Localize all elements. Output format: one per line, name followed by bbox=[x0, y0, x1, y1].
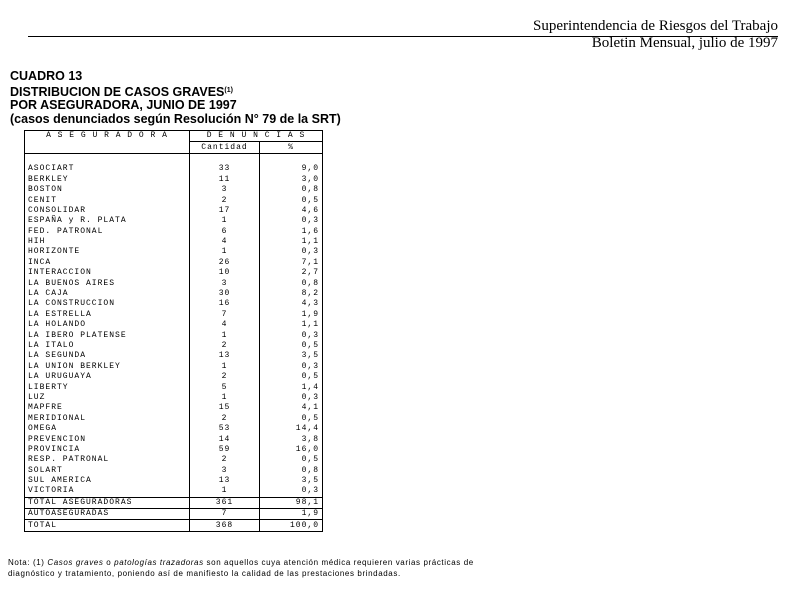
col-header-aseguradora: A S E G U R A D O R A bbox=[46, 131, 168, 140]
cell-pct: 3,5 bbox=[260, 351, 323, 361]
table-row bbox=[25, 195, 323, 205]
cell-pct: 7,1 bbox=[260, 258, 323, 268]
table-row-autoaseguradas bbox=[25, 509, 323, 520]
header-org: Superintendencia de Riesgos del Trabajo bbox=[533, 18, 778, 34]
cell-name: LA IBERO PLATENSE bbox=[28, 330, 127, 340]
cell-qty: 14 bbox=[190, 434, 260, 444]
spacer-cell bbox=[190, 153, 260, 164]
cell-qty: 1 bbox=[190, 486, 260, 497]
cell-name: BOSTON bbox=[28, 185, 63, 195]
cell-pct: 1,9 bbox=[260, 509, 323, 520]
table-row bbox=[25, 330, 323, 340]
cell-pct: 0,3 bbox=[260, 393, 323, 403]
cell-pct: 0,3 bbox=[260, 486, 323, 497]
cell-name: ASOCIART bbox=[28, 164, 75, 174]
cases-table bbox=[24, 130, 323, 532]
header-rule bbox=[28, 36, 778, 37]
cell-pct: 0,8 bbox=[260, 278, 323, 288]
title-line3: POR ASEGURADORA, JUNIO DE 1997 bbox=[10, 98, 237, 112]
cell-name: CENIT bbox=[28, 195, 58, 205]
cell-qty: 3 bbox=[190, 185, 260, 195]
cell-name: LA CAJA bbox=[28, 289, 69, 299]
cell-name: LA HOLANDO bbox=[28, 320, 87, 330]
header-bulletin: Boletin Mensual, julio de 1997 bbox=[591, 35, 778, 51]
table-body bbox=[25, 164, 323, 497]
cell-pct: 0,5 bbox=[260, 195, 323, 205]
cell-name: FED. PATRONAL bbox=[28, 226, 104, 236]
cell-name: LIBERTY bbox=[28, 382, 69, 392]
cell-name: PREVENCION bbox=[28, 434, 87, 444]
table-row bbox=[25, 382, 323, 392]
cell-qty: 26 bbox=[190, 258, 260, 268]
cell-qty: 16 bbox=[190, 299, 260, 309]
cell-pct: 1,1 bbox=[260, 320, 323, 330]
table-row bbox=[25, 310, 323, 320]
cell-qty: 13 bbox=[190, 351, 260, 361]
cell-qty: 15 bbox=[190, 403, 260, 413]
footnote bbox=[8, 557, 488, 579]
table-row bbox=[25, 476, 323, 486]
report-header bbox=[533, 18, 778, 52]
cell-pct: 0,5 bbox=[260, 341, 323, 351]
table-row bbox=[25, 434, 323, 444]
cell-qty: 3 bbox=[190, 466, 260, 476]
cell-qty: 4 bbox=[190, 320, 260, 330]
cell-qty: 17 bbox=[190, 206, 260, 216]
cell-qty: 3 bbox=[190, 278, 260, 288]
table-titles bbox=[10, 70, 341, 126]
table-row bbox=[25, 341, 323, 351]
table-row bbox=[25, 320, 323, 330]
cell-name: LA CONSTRUCCION bbox=[28, 299, 116, 309]
cell-name: HORIZONTE bbox=[28, 247, 81, 257]
table-row bbox=[25, 247, 323, 257]
cell-pct: 9,0 bbox=[260, 164, 323, 174]
cell-qty: 11 bbox=[190, 175, 260, 185]
cell-qty: 1 bbox=[190, 330, 260, 340]
cell-qty: 1 bbox=[190, 393, 260, 403]
spacer-cell bbox=[25, 153, 190, 164]
cell-name: TOTAL bbox=[25, 520, 190, 531]
cell-name: RESP. PATRONAL bbox=[28, 455, 110, 465]
spacer-cell bbox=[260, 153, 323, 164]
cell-name: LA SEGUNDA bbox=[28, 351, 87, 361]
cell-name: MAPFRE bbox=[28, 403, 63, 413]
table-row bbox=[25, 486, 323, 497]
cell-qty: 7 bbox=[190, 509, 260, 520]
cell-qty: 33 bbox=[190, 164, 260, 174]
cell-pct: 1,9 bbox=[260, 310, 323, 320]
cell-qty: 30 bbox=[190, 289, 260, 299]
cell-pct: 0,3 bbox=[260, 330, 323, 340]
cell-pct: 4,1 bbox=[260, 403, 323, 413]
cell-pct: 3,0 bbox=[260, 175, 323, 185]
table-row bbox=[25, 466, 323, 476]
col-header-cantidad: Cantidad bbox=[190, 142, 260, 153]
cell-qty: 1 bbox=[190, 362, 260, 372]
table-row bbox=[25, 455, 323, 465]
cell-pct: 3,8 bbox=[260, 434, 323, 444]
cell-qty: 6 bbox=[190, 227, 260, 237]
cell-qty: 53 bbox=[190, 424, 260, 434]
cell-pct: 1,6 bbox=[260, 227, 323, 237]
cell-pct: 0,3 bbox=[260, 216, 323, 226]
cell-name: LA URUGUAYA bbox=[28, 372, 92, 382]
table-row bbox=[25, 206, 323, 216]
table-row bbox=[25, 362, 323, 372]
cell-qty: 2 bbox=[190, 372, 260, 382]
cell-name: LA UNION BERKLEY bbox=[28, 361, 121, 371]
cell-name: LUZ bbox=[28, 392, 46, 402]
cell-pct: 16,0 bbox=[260, 445, 323, 455]
title-line1: CUADRO 13 bbox=[10, 69, 83, 83]
cell-pct: 0,3 bbox=[260, 362, 323, 372]
cell-qty: 2 bbox=[190, 455, 260, 465]
cell-qty: 2 bbox=[190, 414, 260, 424]
cell-name: BERKLEY bbox=[28, 174, 69, 184]
cell-name: VICTORIA bbox=[28, 486, 75, 496]
cell-name: LA BUENOS AIRES bbox=[28, 278, 116, 288]
cell-qty: 59 bbox=[190, 445, 260, 455]
cell-pct: 4,6 bbox=[260, 206, 323, 216]
note-term2: patologías trazadoras bbox=[114, 558, 204, 567]
note-mid: o bbox=[103, 558, 115, 567]
table-row-total bbox=[25, 520, 323, 531]
cell-qty: 368 bbox=[190, 520, 260, 531]
table-row bbox=[25, 393, 323, 403]
cell-pct: 0,5 bbox=[260, 372, 323, 382]
note-prefix: Nota: (1) bbox=[8, 558, 48, 567]
table-row bbox=[25, 164, 323, 174]
cell-qty: 1 bbox=[190, 216, 260, 226]
cell-pct: 0,3 bbox=[260, 247, 323, 257]
cell-pct: 0,5 bbox=[260, 455, 323, 465]
table-row bbox=[25, 185, 323, 195]
cell-qty: 361 bbox=[190, 497, 260, 508]
cell-qty: 13 bbox=[190, 476, 260, 486]
cell-qty: 10 bbox=[190, 268, 260, 278]
table-row bbox=[25, 175, 323, 185]
table-row bbox=[25, 278, 323, 288]
col-header-pct: % bbox=[260, 142, 323, 153]
cell-qty: 7 bbox=[190, 310, 260, 320]
table-row bbox=[25, 299, 323, 309]
cell-name: TOTAL ASEGURADORAS bbox=[25, 497, 190, 508]
table-row bbox=[25, 258, 323, 268]
cell-name: LA ITALO bbox=[28, 341, 75, 350]
title-line2 bbox=[10, 84, 341, 100]
cell-qty: 2 bbox=[190, 195, 260, 205]
footnote-marker: (1) bbox=[224, 86, 233, 94]
note-rest: son aquellos cuya atención médica requieren varias prácticas de diagnóstico y tratamiento, poniendo así de manifiesto la calidad de las prestaciones brindadas. bbox=[8, 558, 474, 578]
table-row bbox=[25, 403, 323, 413]
cell-name: SUL AMERICA bbox=[28, 476, 92, 486]
cell-pct: 0,8 bbox=[260, 466, 323, 476]
cell-name: HIH bbox=[28, 237, 46, 247]
cell-pct: 14,4 bbox=[260, 424, 323, 434]
cell-pct: 98,1 bbox=[260, 497, 323, 508]
col-header-denuncias: D E N U N C I A S bbox=[190, 131, 323, 142]
title-line4: (casos denunciados según Resolución N° 79 de la SRT) bbox=[10, 111, 341, 126]
cell-pct: 3,5 bbox=[260, 476, 323, 486]
table-row bbox=[25, 372, 323, 382]
table-row bbox=[25, 237, 323, 247]
cell-pct: 0,8 bbox=[260, 185, 323, 195]
note-term1: Casos graves bbox=[47, 558, 104, 567]
cell-name: MERIDIONAL bbox=[28, 413, 87, 423]
cell-name: CONSOLIDAR bbox=[28, 205, 87, 215]
cell-name: LA ESTRELLA bbox=[28, 309, 92, 319]
cell-qty: 1 bbox=[190, 247, 260, 257]
cell-pct: 8,2 bbox=[260, 289, 323, 299]
table-row bbox=[25, 216, 323, 226]
cell-pct: 4,3 bbox=[260, 299, 323, 309]
table-row bbox=[25, 227, 323, 237]
cell-pct: 100,0 bbox=[260, 520, 323, 531]
cell-name: PROVINCIA bbox=[28, 444, 81, 454]
cell-pct: 2,7 bbox=[260, 268, 323, 278]
cell-name: INTERACCION bbox=[28, 268, 92, 278]
cell-name: ESPAÑA y R. PLATA bbox=[28, 216, 127, 226]
cell-name: OMEGA bbox=[28, 424, 58, 434]
table-row bbox=[25, 351, 323, 361]
cell-qty: 2 bbox=[190, 341, 260, 351]
table-row bbox=[25, 289, 323, 299]
title-line2-text: DISTRIBUCION DE CASOS GRAVES bbox=[10, 84, 225, 99]
cell-pct: 1,4 bbox=[260, 382, 323, 392]
cell-qty: 4 bbox=[190, 237, 260, 247]
table-row bbox=[25, 445, 323, 455]
cell-pct: 0,5 bbox=[260, 414, 323, 424]
table-row bbox=[25, 414, 323, 424]
table-row-total-aseguradoras bbox=[25, 497, 323, 508]
cell-qty: 5 bbox=[190, 382, 260, 392]
cell-name: AUTOASEGURADAS bbox=[25, 509, 190, 520]
table-row bbox=[25, 424, 323, 434]
cell-name: SOLART bbox=[28, 465, 63, 475]
cell-name: INCA bbox=[28, 257, 52, 267]
cell-pct: 1,1 bbox=[260, 237, 323, 247]
table-row bbox=[25, 268, 323, 278]
